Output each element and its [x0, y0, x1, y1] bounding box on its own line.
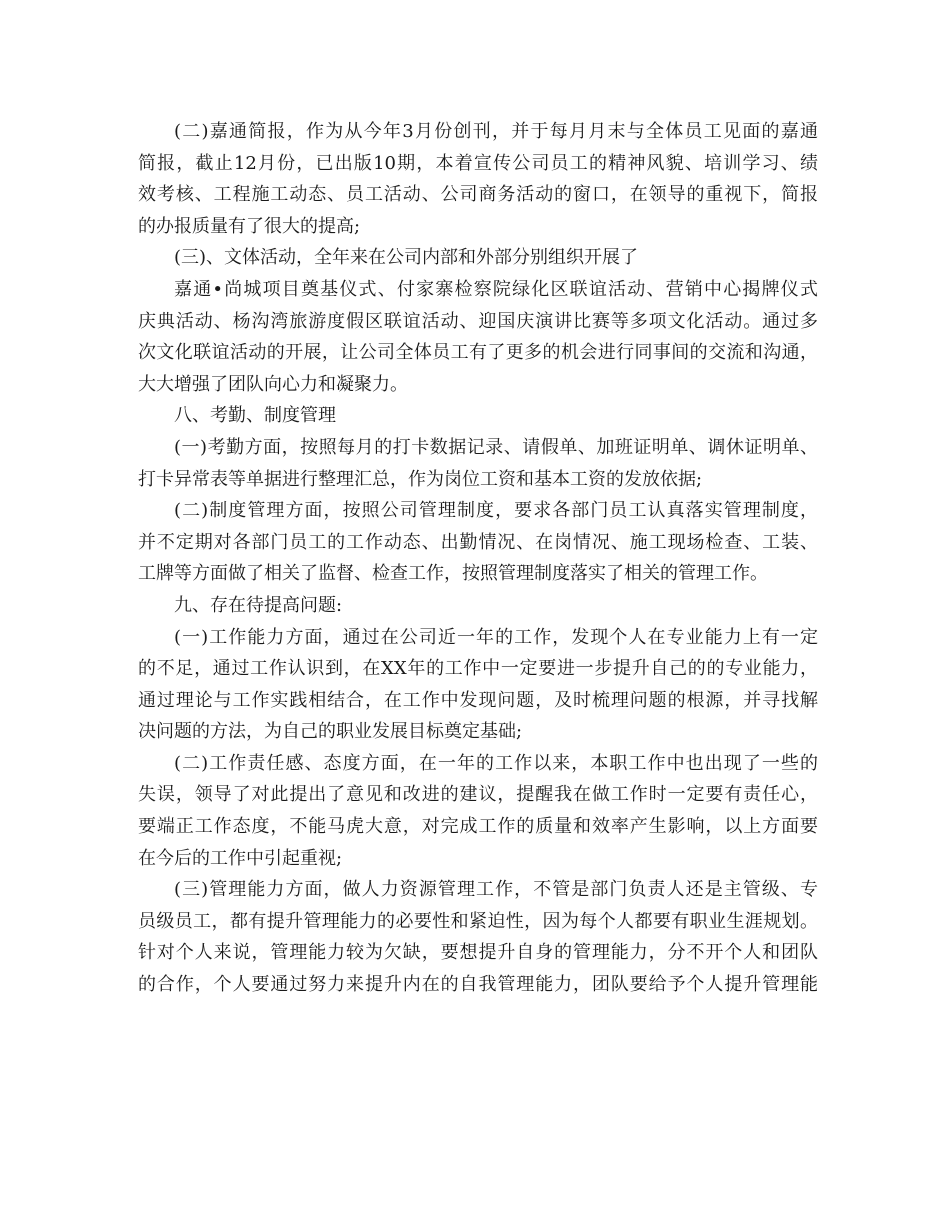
- paragraph-rules: [138, 495, 818, 590]
- text-line: (一)工作能力方面，通过在公司近一年的工作，发现个人在专业能力上有一定: [174, 626, 818, 648]
- text-line: (二)嘉通简报，作为从今年3月份创刊，并于每月月末与全体员工见面的嘉通: [174, 121, 818, 142]
- paragraph-responsibility: [138, 748, 818, 874]
- text-line: 庆典活动、杨沟湾旅游度假区联谊活动、迎国庆演讲比赛等多项文化活动。通过多: [138, 310, 818, 332]
- paragraph-culture-heading: [138, 242, 818, 274]
- section-heading-9: [138, 590, 818, 622]
- paragraph-ability: [138, 622, 818, 748]
- paragraph-management: [138, 874, 818, 1000]
- document-body: [138, 116, 818, 1001]
- text-line: 大大增强了团队向心力和凝聚力。: [138, 373, 408, 395]
- paragraph-attendance: [138, 432, 818, 495]
- text-line: (二)工作责任感、态度方面，在一年的工作以来，本职工作中也出现了一些的: [174, 752, 818, 774]
- text-line: 的不足，通过工作认识到，在XX年的工作中一定要进一步提升自己的的专业能力，: [138, 658, 818, 680]
- text-line: 效考核、工程施工动态、员工活动、公司商务活动的窗口，在领导的重视下，简报: [138, 184, 818, 206]
- text-line: 失误，领导了对此提出了意见和改进的建议，提醒我在做工作时一定要有责任心，: [138, 784, 818, 806]
- paragraph-newsletter: [138, 116, 818, 242]
- text-line: 要端正工作态度，不能马虎大意，对完成工作的质量和效率产生影响，以上方面要: [138, 816, 818, 838]
- text-line: 简报，截止12月份，已出版10期，本着宣传公司员工的精神风貌、培训学习、绩: [138, 152, 818, 174]
- text-line: 工牌等方面做了相关了监督、检查工作，按照管理制度落实了相关的管理工作。: [138, 563, 768, 585]
- text-line: 并不定期对各部门员工的工作动态、出勤情况、在岗情况、施工现场检查、工装、: [138, 531, 818, 553]
- text-line: 通过理论与工作实践相结合，在工作中发现问题，及时梳理问题的根源，并寻找解: [138, 689, 818, 711]
- text-line: 的办报质量有了很大的提高;: [138, 215, 361, 237]
- text-line: (三)、文体活动，全年来在公司内部和外部分别组织开展了: [174, 247, 639, 269]
- text-line: (三)管理能力方面，做人力资源管理工作，不管是部门负责人还是主管级、专: [174, 879, 818, 901]
- text-line: 八、考勤、制度管理: [174, 405, 336, 427]
- section-heading-8: [138, 400, 818, 432]
- text-line: 打卡异常表等单据进行整理汇总，作为岗位工资和基本工资的发放依据;: [138, 468, 703, 490]
- text-line: 九、存在待提高问题:: [174, 594, 343, 616]
- paragraph-culture-body: [138, 274, 818, 400]
- text-line: 员级员工，都有提升管理能力的必要性和紧迫性，因为每个人都要有职业生涯规划。: [138, 910, 818, 932]
- text-line: 嘉通•尚城项目奠基仪式、付家寨检察院绿化区联谊活动、营销中心揭牌仪式: [174, 278, 818, 300]
- text-line: 的合作，个人要通过努力来提升内在的自我管理能力，团队要给予个人提升管理能: [138, 974, 818, 996]
- text-line: 决问题的方法，为自己的职业发展目标奠定基础;: [138, 721, 523, 743]
- text-line: 次文化联谊活动的开展，让公司全体员工有了更多的机会进行同事间的交流和沟通，: [138, 342, 818, 364]
- text-line: 在今后的工作中引起重视;: [138, 847, 343, 869]
- text-line: (一)考勤方面，按照每月的打卡数据记录、请假单、加班证明单、调休证明单、: [174, 436, 818, 458]
- text-line: (二)制度管理方面，按照公司管理制度，要求各部门员工认真落实管理制度，: [174, 500, 818, 522]
- text-line: 针对个人来说，管理能力较为欠缺，要想提升自身的管理能力，分不开个人和团队: [138, 942, 818, 964]
